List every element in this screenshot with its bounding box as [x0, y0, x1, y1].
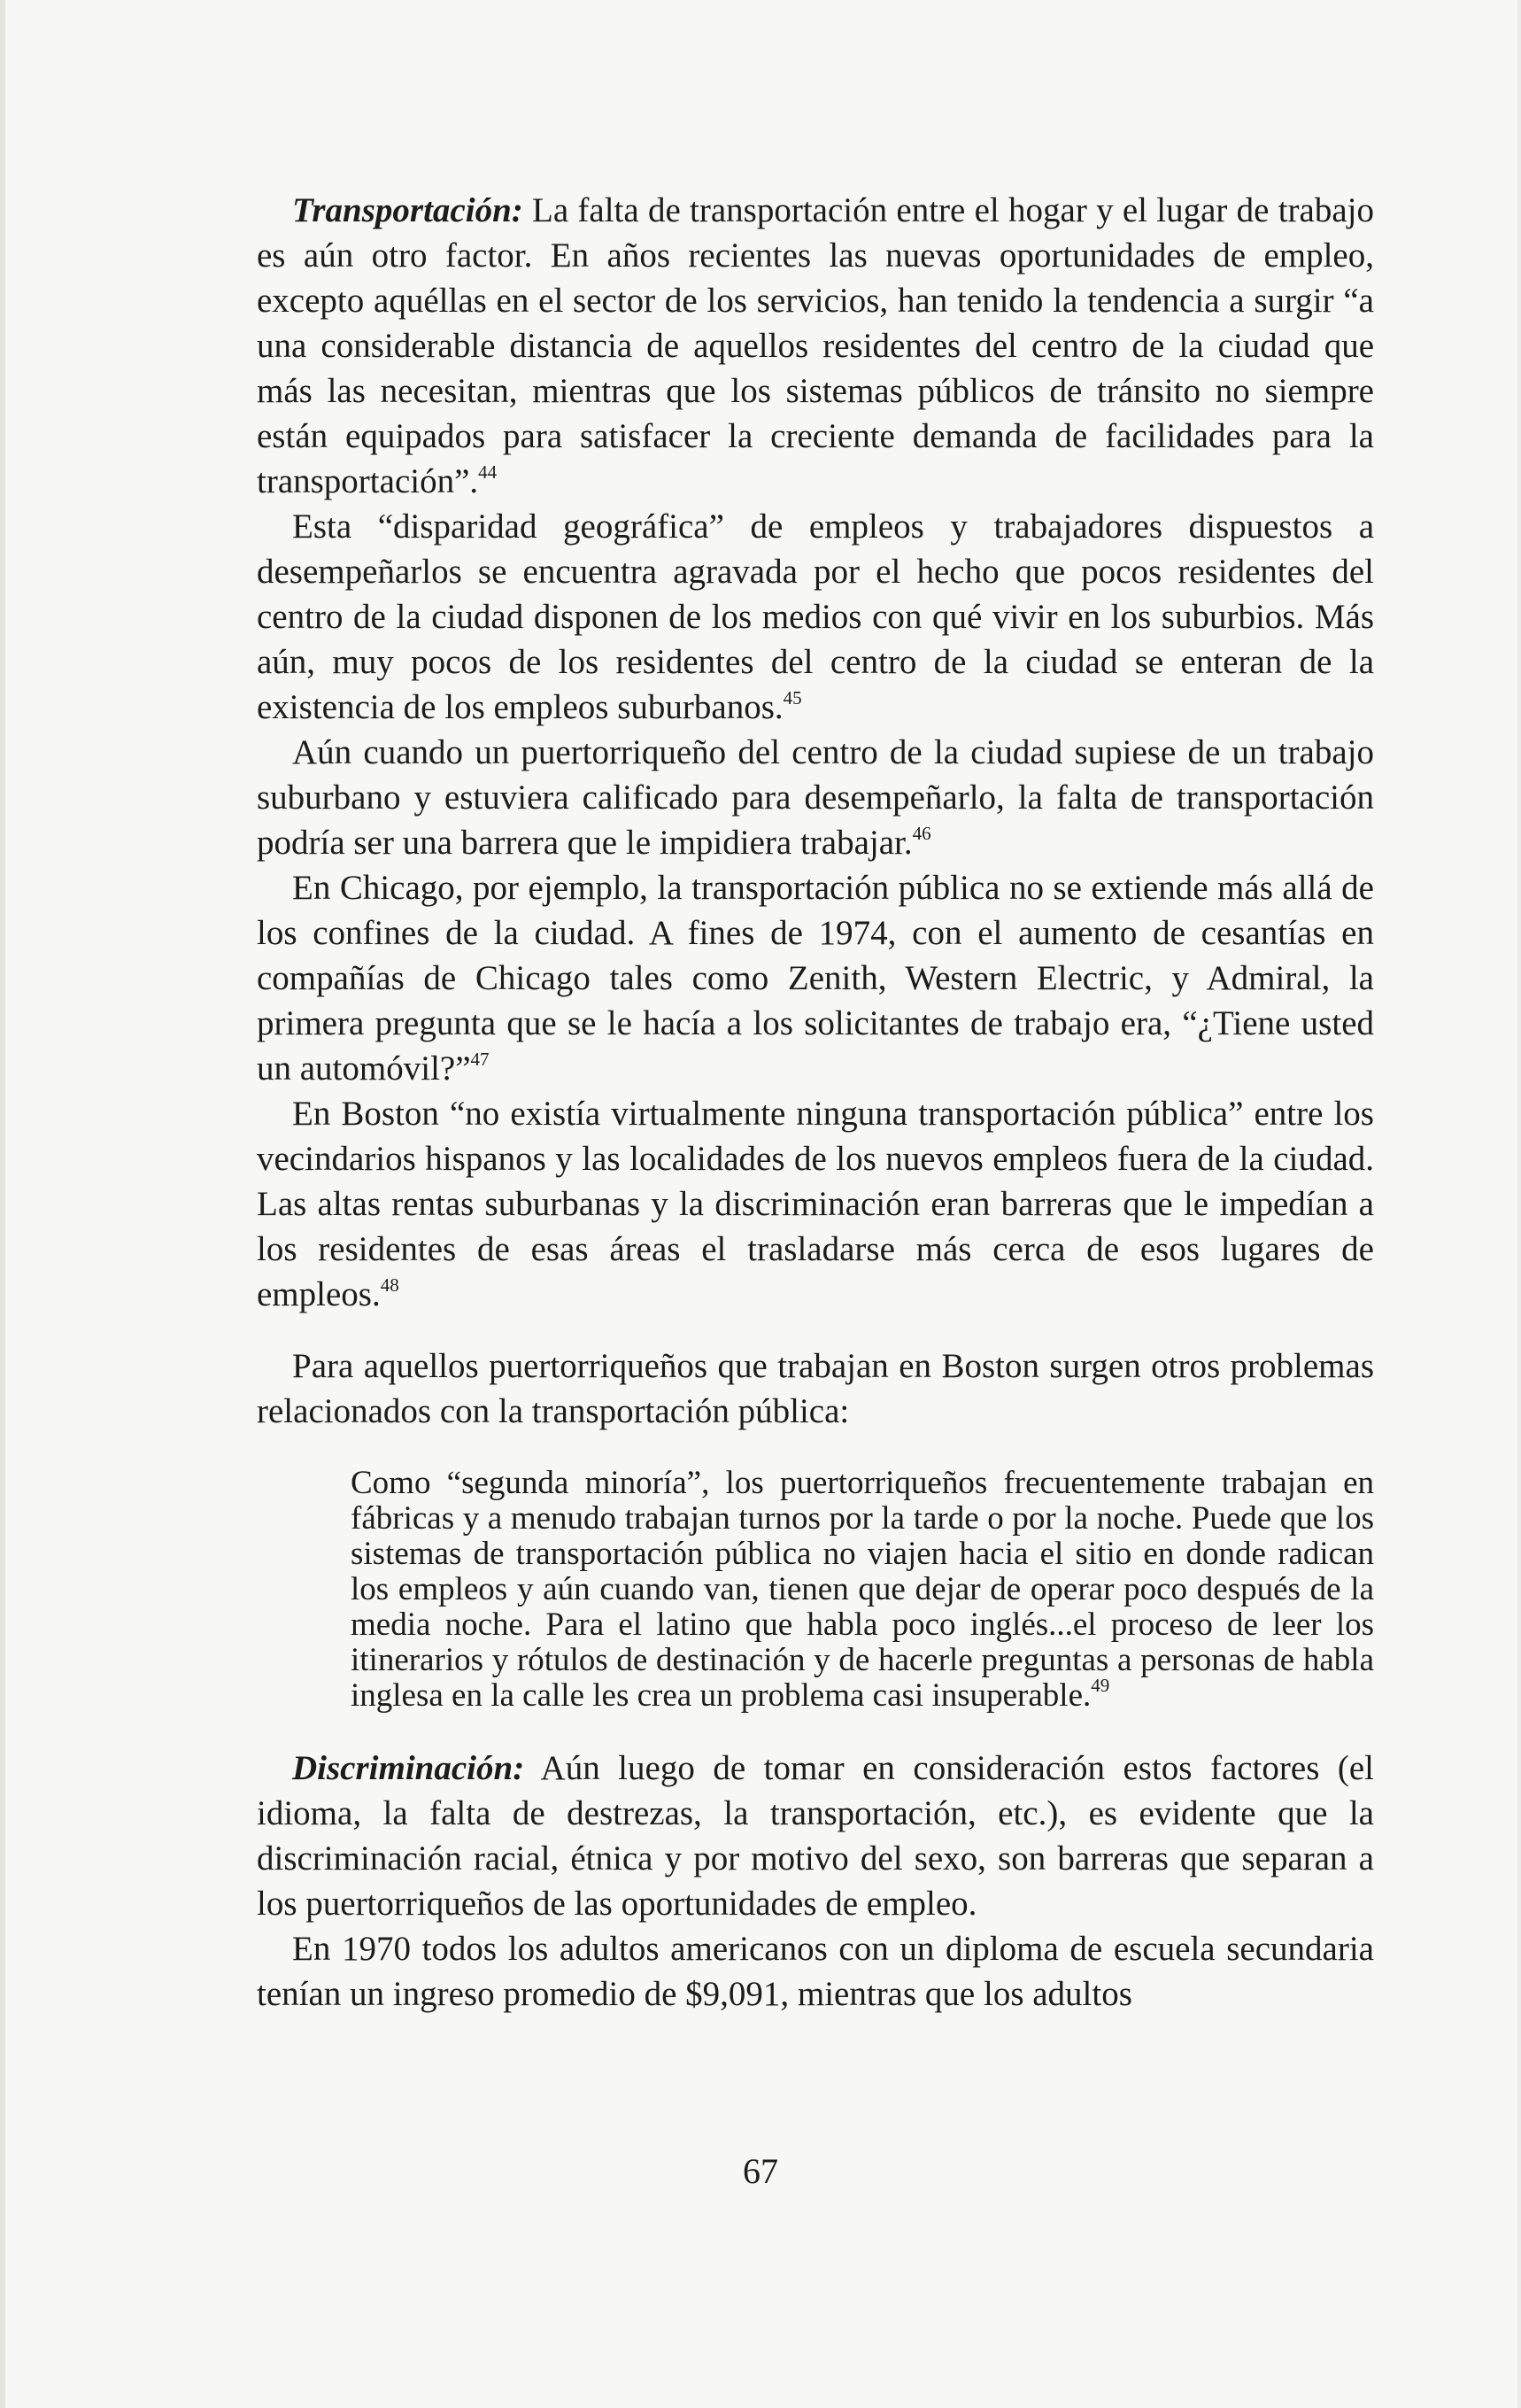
paragraph-chicago [257, 865, 1374, 1091]
paragraph-text: La falta de transportación entre el hogar y el lugar de trabajo es aún otro factor. En años recientes las nuevas oportunidades de empleo, excepto aquéllas en el sector de los servicios, han tenido la tendencia a surgir “a una considerable distancia de aquellos residentes del centro de la ciudad que más las necesitan, mientras que los sistemas públicos de tránsito no siempre están equipados para satisfacer la creciente demanda de facilidades para la transportación”. [257, 191, 1374, 500]
footnote-ref-45[interactable]: 45 [783, 687, 802, 708]
footnote-ref-46[interactable]: 46 [912, 823, 931, 844]
footnote-ref-44[interactable]: 44 [478, 461, 498, 483]
paragraph-problemas [257, 1343, 1374, 1434]
footnote-ref-47[interactable]: 47 [470, 1049, 490, 1070]
paragraph-text: En Boston “no existía virtualmente ninguna transportación pública” entre los vecindarios hispanos y las localidades de los nuevos empleos fuera de la ciudad. Las altas rentas suburbanas y la discriminación eran barreras que le impedían a los residentes de esas áreas el trasladarse más cerca de esos lugares de empleos. [257, 1095, 1374, 1313]
paragraph-text: Esta “disparidad geográfica” de empleos y trabajadores dispuestos a desempeñarlos se encuentra agravada por el hecho que pocos residentes del centro de la ciudad disponen de los medios con qué vivir en los suburbios. Más aún, muy pocos de los residentes del centro de la ciudad se enteran de la existencia de los empleos suburbanos. [257, 507, 1374, 726]
quote-text [351, 1466, 1374, 1714]
paragraph-text: Aún luego de tomar en consideración estos factores (el idioma, la falta de destrezas, la transportación, etc.), es evidente que la discriminación racial, étnica y por motivo del sexo, son barreras que separan a los puertorriqueños de las oportunidades de empleo. [257, 1749, 1374, 1923]
paragraph-disparidad [257, 504, 1374, 730]
paragraph-discriminacion [257, 1746, 1374, 1926]
paragraph-suburbano [257, 730, 1374, 865]
block-quote [351, 1466, 1374, 1714]
section-heading-discriminacion: Discriminación: [292, 1749, 525, 1787]
page-number: 67 [743, 2151, 778, 2191]
footnote-ref-48[interactable]: 48 [380, 1274, 399, 1296]
quote-body: Como “segunda minoría”, los puertorriqueños frecuentemente trabajan en fábricas y a menudo trabajan turnos por la tarde o por la noche. Puede que los sistemas de transportación pública no viajen hacia el sitio en donde radican los empleos y aún cuando van, tienen que dejar de operar poco después de la media noche. Para el latino que habla poco inglés...el proceso de leer los itinerarios y rótulos de destinación y de hacerle preguntas a personas de habla inglesa en la calle les crea un problema casi insuperable. [351, 1465, 1374, 1714]
paragraph-text: En 1970 todos los adultos americanos con un diploma de escuela secundaria tenían un ingreso promedio de $9,091, mientras que los adultos [257, 1930, 1374, 2013]
footnote-ref-49[interactable]: 49 [1091, 1675, 1110, 1696]
paragraph-text: En Chicago, por ejemplo, la transportación pública no se extiende más allá de los confines de la ciudad. A fines de 1974, con el aumento de cesantías en compañías de Chicago tales como Zenith, Western Electric, y Admiral, la primera pregunta que se le hacía a los solicitantes de trabajo era, “¿Tiene usted un automóvil?” [257, 869, 1374, 1088]
paragraph-boston [257, 1091, 1374, 1317]
paragraph-1970 [257, 1926, 1374, 2017]
body-text [257, 188, 1374, 2017]
paragraph-text: Para aquellos puertorriqueños que trabajan en Boston surgen otros problemas relacionados con la transportación pública: [257, 1347, 1374, 1430]
section-heading-transportacion: Transportación: [292, 191, 523, 229]
paragraph-text: Aún cuando un puertorriqueño del centro de la ciudad supiese de un trabajo suburbano y estuviera calificado para desempeñarlo, la falta de transportación podría ser una barrera que le impidiera trabajar. [257, 733, 1374, 862]
paragraph-transportacion [257, 188, 1374, 504]
